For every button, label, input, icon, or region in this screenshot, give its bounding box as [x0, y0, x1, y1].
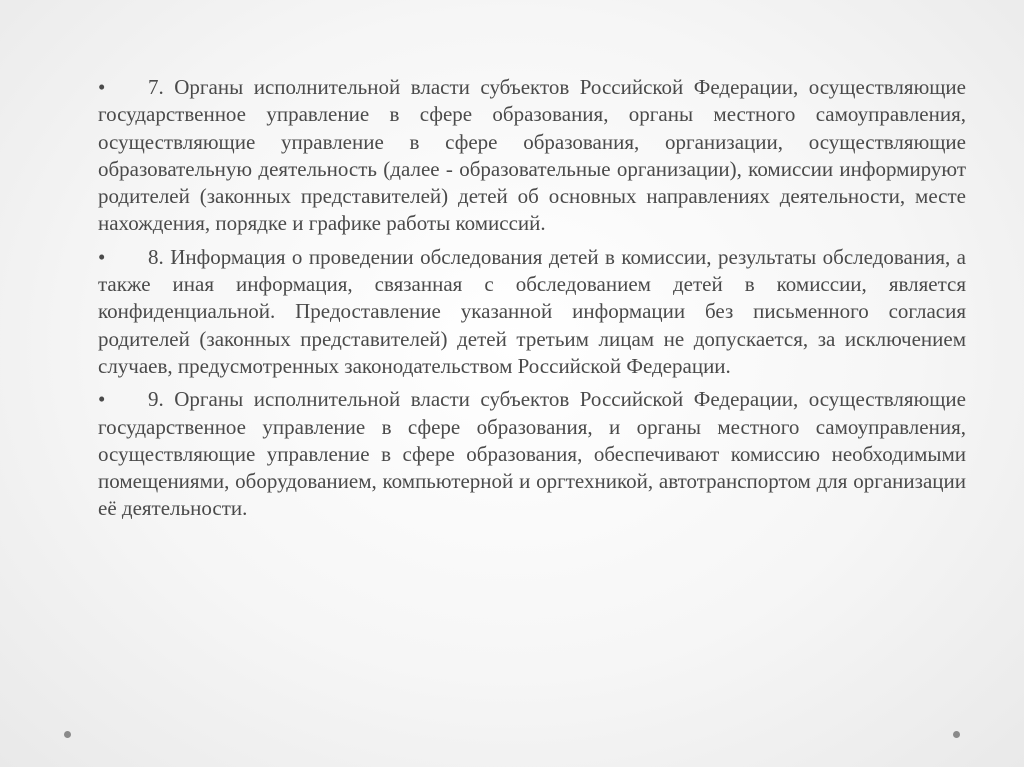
list-item: [98, 386, 966, 522]
list-item: [98, 244, 966, 380]
list-item: [98, 74, 966, 238]
paragraph-7: 7. Органы исполнительной власти субъектов Российской Федерации, осуществляющие государственное управление в сфере образования, органы местного самоуправления, осуществляющие управление в сфере образования, организации, осуществляющие образовательную деятельность (далее - образовательные организации), комиссии информируют родителей (законных представителей) детей об основных направлениях деятельности, месте нахождения, порядке и графике работы комиссий.: [98, 75, 966, 236]
bullet-marker: •: [98, 75, 106, 99]
bullet-marker: •: [98, 244, 106, 269]
decorative-dot-right: [953, 731, 960, 738]
decorative-dot-left: [64, 731, 71, 738]
slide-content: [98, 74, 966, 529]
bullet-marker: •: [98, 387, 106, 412]
paragraph-9: 9. Органы исполнительной власти субъектов Российской Федерации, осуществляющие государственное управление в сфере образования, и органы местного самоуправления, осуществляющие управление в сфере образования, обеспечивают комиссию необходимыми помещениями, оборудованием, компьютерной и оргтехникой, автотранспортом для организации её деятельности.: [98, 387, 966, 521]
paragraph-8: 8. Информация о проведении обследования детей в комиссии, результаты обследования, а также иная информация, связанная с обследованием детей в комиссии, является конфиденциальной. Предоставление указанной информации без письменного согласия родителей (законных представителей) детей третьим лицам не допускается, за исключением случаев, предусмотренных законодательством Российской Федерации.: [98, 244, 966, 378]
